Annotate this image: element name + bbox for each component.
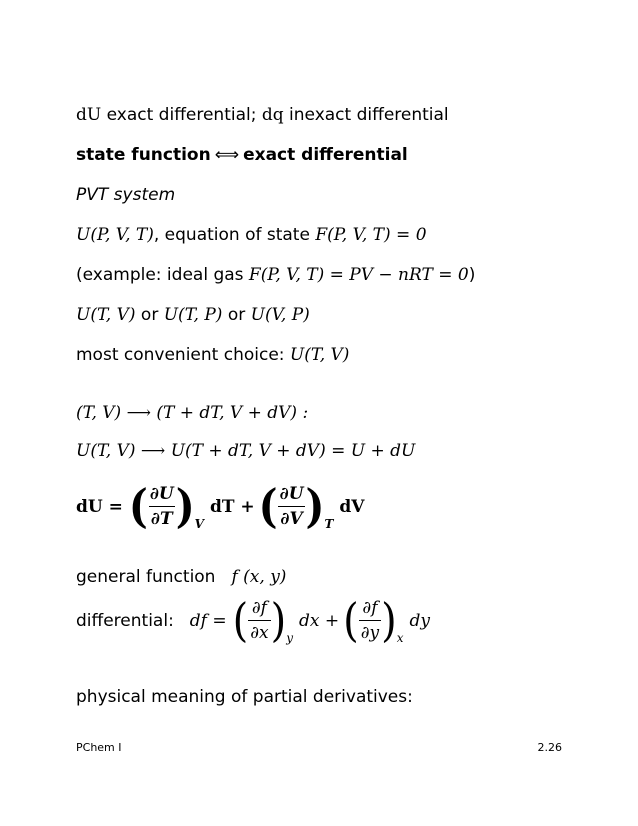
den: ∂T xyxy=(149,506,175,529)
subscript: y xyxy=(286,631,294,645)
line-ideal-gas xyxy=(76,264,475,286)
den: ∂x xyxy=(248,620,270,643)
line-equation-of-state xyxy=(76,224,427,246)
math: U(T, V) ⟶ U(T + dT, V + dV) = U + dU xyxy=(76,441,416,461)
den: ∂y xyxy=(359,620,381,643)
end: dV xyxy=(339,496,365,517)
text: or xyxy=(222,305,251,325)
line-U-transition xyxy=(76,440,415,462)
line-transition xyxy=(76,402,308,424)
footer-course: PChem I xyxy=(76,741,122,754)
num: ∂U xyxy=(279,484,304,504)
end: dy xyxy=(409,610,431,631)
text: exact differential xyxy=(243,145,408,165)
line-pvt: PVT system xyxy=(76,185,176,205)
line-general-function xyxy=(76,566,286,588)
subscript: T xyxy=(324,517,334,531)
text: or xyxy=(135,305,164,325)
math: F(P, V, T) = 0 xyxy=(315,225,427,245)
lhs: dU = xyxy=(76,496,123,517)
subscript: x xyxy=(396,631,404,645)
label: differential: xyxy=(76,610,174,631)
partial-y: ( $\frac{\partial f}{\partial y}$ ) xyxy=(343,594,397,647)
line-choices xyxy=(76,304,310,326)
line-state-function xyxy=(76,144,408,166)
math-dq: dq xyxy=(261,105,284,125)
math: f (x, y) xyxy=(231,567,287,587)
line-physical-meaning: physical meaning of partial derivatives: xyxy=(76,687,413,707)
line-differentials xyxy=(76,104,449,126)
footer-page-number: 2.26 xyxy=(537,741,562,754)
lhs: df = xyxy=(189,610,227,631)
partial-T: ( $\frac{\partial U}{\partial T}$ ) xyxy=(128,478,195,533)
line-convenient xyxy=(76,344,349,366)
num: ∂f xyxy=(251,598,267,618)
math: F(P, V, T) = PV − nRT = 0 xyxy=(248,265,469,285)
partial-V: ( $\frac{\partial U}{\partial V}$ ) xyxy=(258,478,325,533)
text: exact differential; xyxy=(101,105,262,125)
subscript: V xyxy=(194,517,204,531)
math: U(T, V) xyxy=(76,305,136,325)
math: U(T, V) xyxy=(289,345,350,365)
math: U(P, V, T) xyxy=(76,225,154,245)
math: U(V, P) xyxy=(250,305,310,325)
math-dU: dU xyxy=(76,105,102,125)
partial-x: ( $\frac{\partial f}{\partial x}$ ) xyxy=(232,594,287,647)
equation-df xyxy=(76,594,431,647)
math: (T, V) ⟶ (T + dT, V + dV) : xyxy=(76,403,309,423)
iff-arrow: ⟺ xyxy=(214,145,240,165)
text: , equation of state xyxy=(153,225,316,245)
mid: dT + xyxy=(209,496,255,517)
text: (example: ideal gas xyxy=(76,265,249,285)
num: ∂U xyxy=(149,484,174,504)
mid: dx + xyxy=(299,610,340,631)
text: ) xyxy=(468,265,476,285)
text: inexact differential xyxy=(283,105,449,125)
math: U(T, P) xyxy=(163,305,223,325)
text: most convenient choice: xyxy=(76,345,290,365)
text: state function xyxy=(76,145,211,165)
den: ∂V xyxy=(278,506,304,529)
num: ∂f xyxy=(362,598,378,618)
text: general function xyxy=(76,567,216,587)
equation-dU xyxy=(76,478,365,533)
